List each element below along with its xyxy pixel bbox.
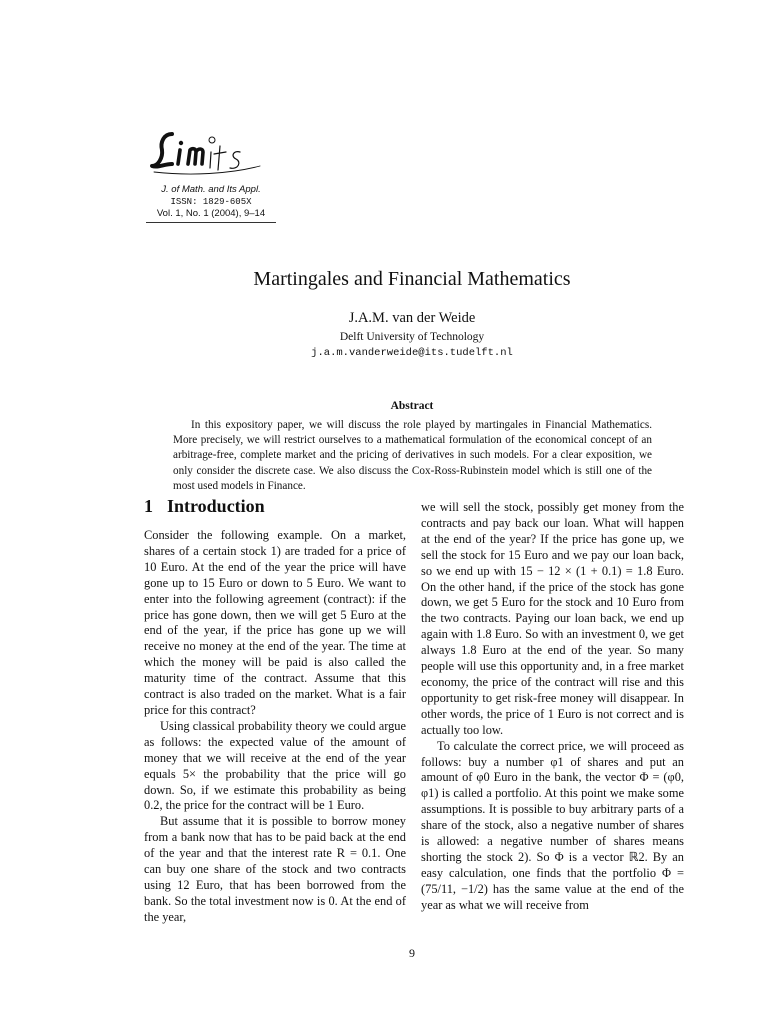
section-heading <box>144 496 408 517</box>
journal-issn: ISSN: 1829-605X <box>170 197 252 207</box>
paper-author: J.A.M. van der Weide <box>348 310 476 326</box>
journal-name: J. of Math. and Its Appl. <box>161 184 261 195</box>
journal-meta <box>146 184 276 223</box>
paragraph: Using classical probability theory we could argue as follows: the expected value of the amount of money that we will receive at the end of the year equals 5× the probability that the price will go down. So, if we estimate this probability as being 0.2, the price for the contract will be 1 Euro. <box>144 718 406 813</box>
right-column <box>421 500 684 914</box>
paragraph: we will sell the stock, possibly get money from the contracts and pay back our loan. What will happen at the end of the year? If the price has gone up, we sell the stock for 15 Euro and we pay our loan back, so we end up with 15 − 12 × (1 + 0.1) = 1.8 Euro. On the other hand, if the price of the stock has gone down, we get 5 Euro for the stock and 10 Euro from the two contracts. Paying our loan back, we end up again with 1.8 Euro. So with an investment 0, we get always 1.8 Euro at the end of the year. So many people will use this opportunity and, in a free market economy, the price of the contract will rise and this opportunity to get risk-free money will disappear. In other words, the price of 1 Euro is not correct and is actually too low. <box>421 500 684 737</box>
paragraph: To calculate the correct price, we will proceed as follows: buy a number φ1 of shares and put an amount of φ0 Euro in the bank, the vector Φ = (φ0, φ1) is called a portfolio. At this point we make some assumptions. It is possible to buy arbitrary parts of a share of the stock, also a negative number of shares is allowed: a negative number of shares means shorting the stock 2). So Φ is a vector ℝ2. By an easy calculation, one finds that the portfolio Φ = (75/11, −1/2) has the same value at the end of the year as what we will receive from <box>421 738 684 912</box>
author-affiliation: Delft University of Technology <box>339 331 485 343</box>
paragraph: But assume that it is possible to borrow money from a bank now that has to be paid back at the end of the year and that the interest rate R = 0.1. One can buy one share of the stock and two contracts using 12 Euro, that has been borrowed from the bank. So the total investment now is 0. At the end of the year, <box>144 814 406 924</box>
section-number: 1 <box>144 496 153 516</box>
journal-rule <box>146 222 276 223</box>
author-email: j.a.m.vanderweide@its.tudelft.nl <box>311 347 513 359</box>
limits-logo-icon <box>150 128 280 180</box>
left-column <box>144 528 406 926</box>
journal-logo <box>150 128 280 180</box>
abstract-text: In this expository paper, we will discuss the role played by martingales in Financial Mathematics. More precisely, we will restrict ourselves to a mathematical formulation of the economical concept of an arbitrage-free, complete market and the pricing of derivatives in such models. For a clear exposition, we only consider the discrete case. We also discuss the Cox-Ross-Rubinstein model which is still one of the most used models in Finance. <box>173 419 652 492</box>
section-title: Introduction <box>167 496 265 516</box>
abstract-heading: Abstract <box>390 400 434 412</box>
paper-title: Martingales and Financial Mathematics <box>253 268 571 290</box>
page-number: 9 <box>409 946 415 960</box>
journal-volume: Vol. 1, No. 1 (2004), 9–14 <box>156 208 266 219</box>
paragraph: Consider the following example. On a market, shares of a certain stock 1) are traded for a price of 10 Euro. At the end of the year the price will have gone up to 15 Euro or down to 5 Euro. We want to enter into the following agreement (contract): if the price has gone down, then we will get 5 Euro at the end of the year, if the price has gone up we will receive no money at the end of the year. The time at which the money will be paid is also called the maturity time of the contract. Assume that this contract is also traded on the market. What is a fair price for this contract? <box>144 528 406 717</box>
